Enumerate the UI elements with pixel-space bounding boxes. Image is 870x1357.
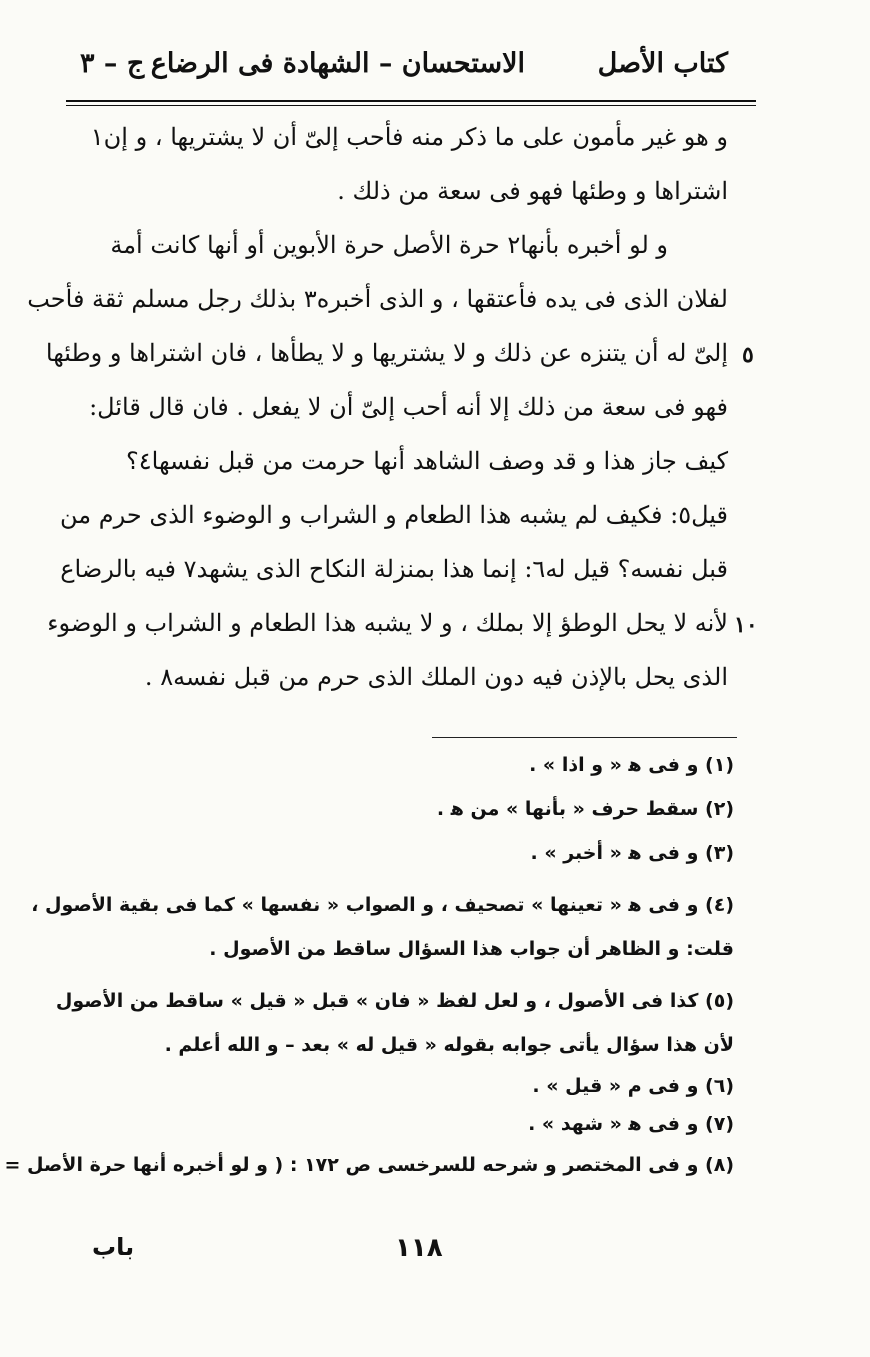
footnote: (٤) و فى ﻫ « تعينها » تصحيف ، و الصواب « نفسها » كما فى بقية الأصول ، xyxy=(31,894,734,916)
line-number-5: ٥ xyxy=(742,342,754,368)
line-number-10: ١٠ xyxy=(734,612,758,638)
footnote: (٧) و فى ﻫ « شهد » . xyxy=(528,1113,734,1135)
footnote: (٨) و فى المختصر و شرحه للسرخسى ص ١٧٢ : ( و لو أخبره أنها حرة الأصل = xyxy=(4,1154,734,1176)
catchword: باب xyxy=(92,1233,135,1261)
footnote: (١) و فى ﻫ « و اذا » . xyxy=(529,754,734,776)
text-line: و لو أخبره بأنها٢ حرة الأصل حرة الأبوين أو أنها كانت أمة xyxy=(110,231,668,259)
book-title: كتاب الأصل xyxy=(597,48,728,79)
text-line: لفلان الذى فى يده فأعتقها ، و الذى أخبره٣ بذلك رجل مسلم ثقة فأحب xyxy=(27,285,728,313)
text-line: كيف جاز هذا و قد وصف الشاهد أنها حرمت من قبل نفسها٤؟ xyxy=(125,447,728,475)
text-line: اشتراها و وطئها فهو فى سعة من ذلك . xyxy=(337,177,728,205)
volume-label: ج – ٣ xyxy=(80,48,145,79)
text-line: قبل نفسه؟ قيل له٦: إنما هذا بمنزلة النكاح الذى يشهد٧ فيه بالرضاع xyxy=(60,555,728,583)
footnote-rule xyxy=(432,737,737,738)
footnote: (٣) و فى ﻫ « أخبر » . xyxy=(530,842,734,864)
main-text xyxy=(27,110,728,704)
text-line: لأنه لا يحل الوطؤ إلا بملك ، و لا يشبه هذا الطعام و الشراب و الوضوء xyxy=(47,609,728,637)
text-line: الذى يحل بالإذن فيه دون الملك الذى حرم من قبل نفسه٨ . xyxy=(144,663,728,691)
chapter-title: الاستحسان – الشهادة فى الرضاع xyxy=(150,48,525,79)
footnotes xyxy=(4,743,734,1187)
page-number: ١١٨ xyxy=(395,1233,443,1263)
text-line: فهو فى سعة من ذلك إلا أنه أحب إلىّ أن لا يفعل . فان قال قائل: xyxy=(89,393,728,421)
footnote-continuation: لأن هذا سؤال يأتى جوابه بقوله « قيل له » بعد – و الله أعلم . xyxy=(164,1034,734,1056)
footnote: (٦) و فى م « قيل » . xyxy=(532,1075,734,1097)
text-line: قيل٥: فكيف لم يشبه هذا الطعام و الشراب و الوضوء الذى حرم من xyxy=(60,501,728,529)
text-line: إلىّ له أن يتنزه عن ذلك و لا يشتريها و لا يطأها ، فان اشتراها و وطئها xyxy=(45,339,728,367)
text-line: و هو غير مأمون على ما ذكر منه فأحب إلىّ أن لا يشتريها ، و إن١ xyxy=(90,123,728,151)
header-rule-thin xyxy=(66,105,756,106)
page-header xyxy=(70,40,750,90)
footnote: (٢) سقط حرف « بأنها » من ﻫ . xyxy=(436,798,734,820)
header-rule xyxy=(66,100,756,102)
footnote-continuation: قلت: و الظاهر أن جواب هذا السؤال ساقط من الأصول . xyxy=(209,938,734,960)
footnote: (٥) كذا فى الأصول ، و لعل لفظ « فان » قبل « قيل » ساقط من الأصول xyxy=(55,990,734,1012)
